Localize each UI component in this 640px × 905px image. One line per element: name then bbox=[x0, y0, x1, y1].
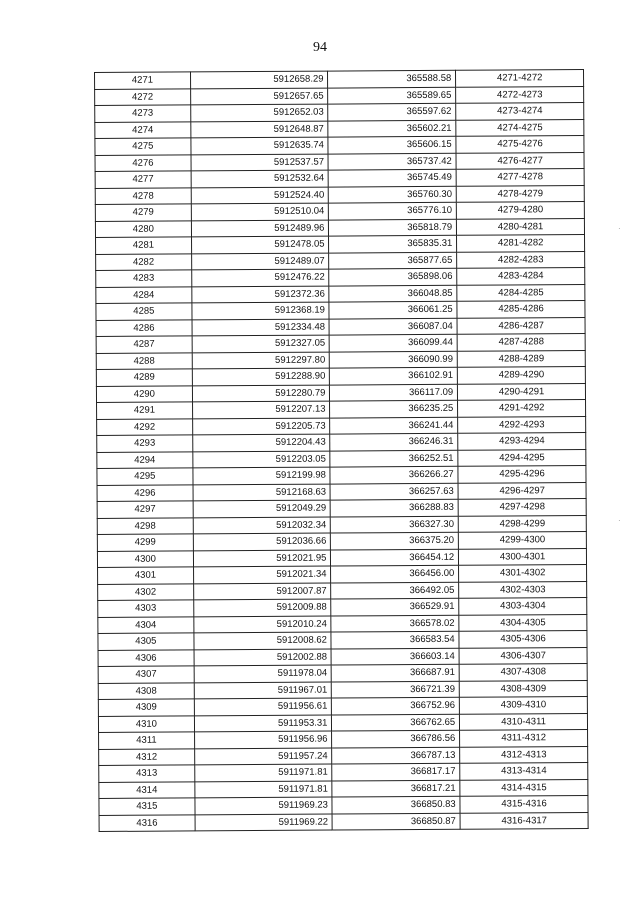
scan-mark: · bbox=[618, 224, 621, 233]
x-coordinate-cell: 5911969.22 bbox=[195, 814, 333, 831]
segment-cell: 4303-4304 bbox=[459, 598, 587, 615]
table-row bbox=[99, 812, 588, 831]
segment-cell: 4294-4295 bbox=[458, 449, 586, 466]
point-id-cell: 4313 bbox=[99, 765, 195, 782]
x-coordinate-cell: 5912652.03 bbox=[190, 104, 328, 121]
y-coordinate-cell: 366850.87 bbox=[333, 813, 461, 830]
y-coordinate-cell: 366327.30 bbox=[331, 516, 459, 533]
y-coordinate-cell: 365776.10 bbox=[329, 202, 457, 219]
x-coordinate-cell: 5911969.23 bbox=[195, 797, 333, 814]
x-coordinate-cell: 5912032.34 bbox=[193, 517, 331, 534]
x-coordinate-cell: 5912010.24 bbox=[194, 616, 332, 633]
point-id-cell: 4281 bbox=[96, 237, 192, 254]
point-id-cell: 4271 bbox=[95, 72, 191, 89]
y-coordinate-cell: 366252.51 bbox=[330, 450, 458, 467]
segment-cell: 4304-4305 bbox=[459, 614, 587, 631]
y-coordinate-cell: 366850.83 bbox=[332, 796, 460, 813]
point-id-cell: 4308 bbox=[98, 682, 194, 699]
point-id-cell: 4295 bbox=[97, 468, 193, 485]
y-coordinate-cell: 365818.79 bbox=[329, 219, 457, 236]
x-coordinate-cell: 5912203.05 bbox=[193, 451, 331, 468]
point-id-cell: 4279 bbox=[95, 204, 191, 221]
point-id-cell: 4311 bbox=[99, 732, 195, 749]
y-coordinate-cell: 365606.15 bbox=[328, 136, 456, 153]
point-id-cell: 4280 bbox=[95, 220, 191, 237]
x-coordinate-cell: 5912205.73 bbox=[192, 418, 330, 435]
point-id-cell: 4294 bbox=[97, 451, 193, 468]
x-coordinate-cell: 5911967.01 bbox=[194, 682, 332, 699]
point-id-cell: 4285 bbox=[96, 303, 192, 320]
segment-cell: 4310-4311 bbox=[460, 713, 588, 730]
y-coordinate-cell: 365898.06 bbox=[329, 268, 457, 285]
segment-cell: 4301-4302 bbox=[459, 565, 587, 582]
x-coordinate-cell: 5912657.65 bbox=[190, 88, 328, 105]
y-coordinate-cell: 366529.91 bbox=[331, 598, 459, 615]
segment-cell: 4276-4277 bbox=[456, 152, 584, 169]
point-id-cell: 4314 bbox=[99, 781, 195, 798]
point-id-cell: 4289 bbox=[96, 369, 192, 386]
x-coordinate-cell: 5912635.74 bbox=[191, 137, 329, 154]
segment-cell: 4279-4280 bbox=[457, 202, 585, 219]
segment-cell: 4273-4274 bbox=[456, 103, 584, 120]
segment-cell: 4302-4303 bbox=[459, 581, 587, 598]
segment-cell: 4312-4313 bbox=[460, 746, 588, 763]
point-id-cell: 4300 bbox=[97, 550, 193, 567]
x-coordinate-cell: 5911956.61 bbox=[194, 698, 332, 715]
point-id-cell: 4278 bbox=[95, 187, 191, 204]
y-coordinate-cell: 366102.91 bbox=[330, 367, 458, 384]
y-coordinate-cell: 366454.12 bbox=[331, 549, 459, 566]
y-coordinate-cell: 365602.21 bbox=[328, 120, 456, 137]
x-coordinate-cell: 5912207.13 bbox=[192, 401, 330, 418]
y-coordinate-cell: 366787.13 bbox=[332, 747, 460, 764]
segment-cell: 4287-4288 bbox=[457, 334, 585, 351]
point-id-cell: 4275 bbox=[95, 138, 191, 155]
segment-cell: 4308-4309 bbox=[459, 680, 587, 697]
x-coordinate-cell: 5912524.40 bbox=[191, 187, 329, 204]
point-id-cell: 4301 bbox=[98, 567, 194, 584]
segment-cell: 4286-4287 bbox=[457, 317, 585, 334]
y-coordinate-cell: 366786.56 bbox=[332, 730, 460, 747]
x-coordinate-cell: 5912489.07 bbox=[191, 253, 329, 270]
segment-cell: 4290-4291 bbox=[458, 383, 586, 400]
y-coordinate-cell: 366375.20 bbox=[331, 532, 459, 549]
y-coordinate-cell: 366492.05 bbox=[331, 582, 459, 599]
y-coordinate-cell: 366752.96 bbox=[332, 697, 460, 714]
y-coordinate-cell: 365597.62 bbox=[328, 103, 456, 120]
segment-cell: 4296-4297 bbox=[458, 482, 586, 499]
segment-cell: 4307-4308 bbox=[459, 663, 587, 680]
segment-cell: 4277-4278 bbox=[456, 169, 584, 186]
scan-mark: · bbox=[618, 516, 621, 525]
y-coordinate-cell: 366721.39 bbox=[332, 681, 460, 698]
x-coordinate-cell: 5912008.62 bbox=[194, 632, 332, 649]
x-coordinate-cell: 5912204.43 bbox=[192, 434, 330, 451]
segment-cell: 4298-4299 bbox=[458, 515, 586, 532]
y-coordinate-cell: 366099.44 bbox=[330, 334, 458, 351]
point-id-cell: 4288 bbox=[96, 352, 192, 369]
segment-cell: 4271-4272 bbox=[456, 70, 584, 87]
segment-cell: 4291-4292 bbox=[458, 400, 586, 417]
point-id-cell: 4316 bbox=[99, 814, 195, 831]
y-coordinate-cell: 365877.65 bbox=[329, 252, 457, 269]
page-number: 94 bbox=[313, 40, 327, 55]
x-coordinate-cell: 5912009.88 bbox=[193, 599, 331, 616]
point-id-cell: 4276 bbox=[95, 154, 191, 171]
x-coordinate-cell: 5912510.04 bbox=[191, 203, 329, 220]
y-coordinate-cell: 366087.04 bbox=[329, 318, 457, 335]
x-coordinate-cell: 5912537.57 bbox=[191, 154, 329, 171]
x-coordinate-cell: 5912327.05 bbox=[192, 335, 330, 352]
x-coordinate-cell: 5912478.05 bbox=[191, 236, 329, 253]
y-coordinate-cell: 366817.21 bbox=[332, 780, 460, 797]
y-coordinate-cell: 366266.27 bbox=[330, 466, 458, 483]
point-id-cell: 4291 bbox=[97, 402, 193, 419]
y-coordinate-cell: 366241.44 bbox=[330, 417, 458, 434]
segment-cell: 4306-4307 bbox=[459, 647, 587, 664]
segment-cell: 4272-4273 bbox=[456, 86, 584, 103]
table-body bbox=[95, 70, 589, 832]
point-id-cell: 4310 bbox=[98, 715, 194, 732]
segment-cell: 4285-4286 bbox=[457, 301, 585, 318]
point-id-cell: 4293 bbox=[97, 435, 193, 452]
x-coordinate-cell: 5912280.79 bbox=[192, 385, 330, 402]
x-coordinate-cell: 5911971.81 bbox=[195, 781, 333, 798]
segment-cell: 4283-4284 bbox=[457, 268, 585, 285]
point-id-cell: 4274 bbox=[95, 121, 191, 138]
segment-cell: 4292-4293 bbox=[458, 416, 586, 433]
y-coordinate-cell: 365589.65 bbox=[328, 87, 456, 104]
point-id-cell: 4304 bbox=[98, 616, 194, 633]
y-coordinate-cell: 366246.31 bbox=[330, 433, 458, 450]
segment-cell: 4280-4281 bbox=[457, 218, 585, 235]
y-coordinate-cell: 366762.65 bbox=[332, 714, 460, 731]
point-id-cell: 4298 bbox=[97, 517, 193, 534]
x-coordinate-cell: 5911978.04 bbox=[194, 665, 332, 682]
y-coordinate-cell: 365760.30 bbox=[329, 186, 457, 203]
point-id-cell: 4287 bbox=[96, 336, 192, 353]
x-coordinate-cell: 5912489.96 bbox=[191, 220, 329, 237]
point-id-cell: 4284 bbox=[96, 286, 192, 303]
x-coordinate-cell: 5912049.29 bbox=[193, 500, 331, 517]
y-coordinate-cell: 366603.14 bbox=[332, 648, 460, 665]
point-id-cell: 4272 bbox=[95, 88, 191, 105]
x-coordinate-cell: 5911953.31 bbox=[194, 715, 332, 732]
segment-cell: 4274-4275 bbox=[456, 119, 584, 136]
x-coordinate-cell: 5912368.19 bbox=[192, 302, 330, 319]
point-id-cell: 4277 bbox=[95, 171, 191, 188]
y-coordinate-cell: 366090.99 bbox=[330, 351, 458, 368]
x-coordinate-cell: 5912532.64 bbox=[191, 170, 329, 187]
x-coordinate-cell: 5911956.96 bbox=[194, 731, 332, 748]
x-coordinate-cell: 5912288.90 bbox=[192, 368, 330, 385]
y-coordinate-cell: 365835.31 bbox=[329, 235, 457, 252]
point-id-cell: 4315 bbox=[99, 798, 195, 815]
y-coordinate-cell: 366288.83 bbox=[331, 499, 459, 516]
point-id-cell: 4309 bbox=[98, 699, 194, 716]
point-id-cell: 4299 bbox=[97, 534, 193, 551]
point-id-cell: 4303 bbox=[98, 600, 194, 617]
segment-cell: 4282-4283 bbox=[457, 251, 585, 268]
point-id-cell: 4296 bbox=[97, 484, 193, 501]
y-coordinate-cell: 366048.85 bbox=[329, 285, 457, 302]
segment-cell: 4316-4317 bbox=[460, 812, 588, 829]
x-coordinate-cell: 5912168.63 bbox=[193, 484, 331, 501]
point-id-cell: 4305 bbox=[98, 633, 194, 650]
y-coordinate-cell: 366456.00 bbox=[331, 565, 459, 582]
segment-cell: 4289-4290 bbox=[458, 367, 586, 384]
y-coordinate-cell: 366061.25 bbox=[329, 301, 457, 318]
point-id-cell: 4286 bbox=[96, 319, 192, 336]
x-coordinate-cell: 5912036.66 bbox=[193, 533, 331, 550]
point-id-cell: 4297 bbox=[97, 501, 193, 518]
x-coordinate-cell: 5911971.81 bbox=[195, 764, 333, 781]
coordinates-table bbox=[94, 69, 589, 832]
segment-cell: 4295-4296 bbox=[458, 466, 586, 483]
y-coordinate-cell: 366257.63 bbox=[331, 483, 459, 500]
y-coordinate-cell: 366235.25 bbox=[330, 400, 458, 417]
x-coordinate-cell: 5912648.87 bbox=[191, 121, 329, 138]
x-coordinate-cell: 5912002.88 bbox=[194, 649, 332, 666]
y-coordinate-cell: 366117.09 bbox=[330, 384, 458, 401]
point-id-cell: 4292 bbox=[97, 418, 193, 435]
x-coordinate-cell: 5912658.29 bbox=[190, 71, 328, 88]
y-coordinate-cell: 365588.58 bbox=[328, 70, 456, 87]
segment-cell: 4284-4285 bbox=[457, 284, 585, 301]
point-id-cell: 4312 bbox=[99, 748, 195, 765]
segment-cell: 4314-4315 bbox=[460, 779, 588, 796]
point-id-cell: 4283 bbox=[96, 270, 192, 287]
segment-cell: 4315-4316 bbox=[460, 795, 588, 812]
x-coordinate-cell: 5912476.22 bbox=[191, 269, 329, 286]
segment-cell: 4293-4294 bbox=[458, 433, 586, 450]
x-coordinate-cell: 5912372.36 bbox=[192, 286, 330, 303]
y-coordinate-cell: 366687.91 bbox=[332, 664, 460, 681]
x-coordinate-cell: 5911957.24 bbox=[194, 748, 332, 765]
y-coordinate-cell: 365745.49 bbox=[329, 169, 457, 186]
segment-cell: 4297-4298 bbox=[458, 499, 586, 516]
segment-cell: 4278-4279 bbox=[456, 185, 584, 202]
y-coordinate-cell: 365737.42 bbox=[328, 153, 456, 170]
segment-cell: 4299-4300 bbox=[459, 532, 587, 549]
point-id-cell: 4307 bbox=[98, 666, 194, 683]
segment-cell: 4311-4312 bbox=[460, 729, 588, 746]
point-id-cell: 4306 bbox=[98, 649, 194, 666]
x-coordinate-cell: 5912007.87 bbox=[193, 583, 331, 600]
x-coordinate-cell: 5912297.80 bbox=[192, 352, 330, 369]
x-coordinate-cell: 5912199.98 bbox=[193, 467, 331, 484]
point-id-cell: 4282 bbox=[96, 253, 192, 270]
y-coordinate-cell: 366817.17 bbox=[332, 763, 460, 780]
segment-cell: 4305-4306 bbox=[459, 630, 587, 647]
point-id-cell: 4273 bbox=[95, 105, 191, 122]
x-coordinate-cell: 5912021.95 bbox=[193, 550, 331, 567]
y-coordinate-cell: 366578.02 bbox=[331, 615, 459, 632]
segment-cell: 4281-4282 bbox=[457, 235, 585, 252]
segment-cell: 4313-4314 bbox=[460, 762, 588, 779]
point-id-cell: 4290 bbox=[96, 385, 192, 402]
segment-cell: 4300-4301 bbox=[459, 548, 587, 565]
x-coordinate-cell: 5912334.48 bbox=[192, 319, 330, 336]
x-coordinate-cell: 5912021.34 bbox=[193, 566, 331, 583]
segment-cell: 4275-4276 bbox=[456, 136, 584, 153]
segment-cell: 4309-4310 bbox=[460, 696, 588, 713]
y-coordinate-cell: 366583.54 bbox=[331, 631, 459, 648]
point-id-cell: 4302 bbox=[98, 583, 194, 600]
segment-cell: 4288-4289 bbox=[457, 350, 585, 367]
